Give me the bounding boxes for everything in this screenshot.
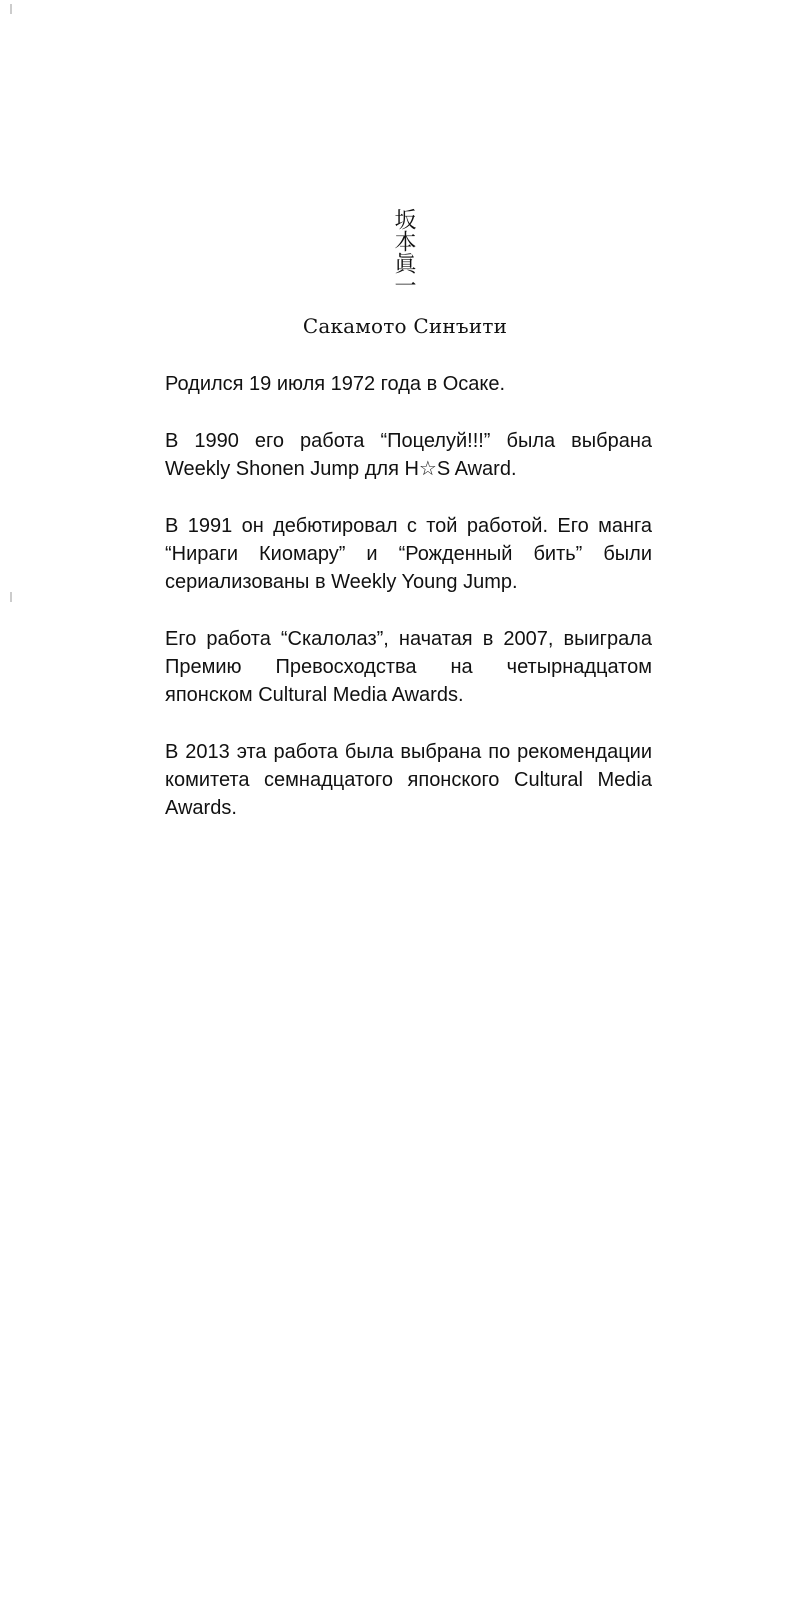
bio-paragraph-1990: В 1990 его работа “Поцелуй!!!” была выбрана Weekly Shonen Jump для H☆S Award. <box>165 430 652 480</box>
bio-paragraph-birth: Родился 19 июля 1972 года в Осаке. <box>165 373 506 395</box>
bio-paragraph-1991: В 1991 он дебютировал с той работой. Его манга “Нираги Киомару” и “Рожденный бить” были сериализованы в Weekly Young Jump. <box>165 515 652 593</box>
author-name-transliterated: Сакамото Синъити <box>302 314 508 338</box>
author-name-kanji: 坂本眞一 <box>391 208 416 296</box>
edge-mark <box>10 592 12 602</box>
edge-mark <box>10 4 12 14</box>
bio-paragraph-2007: Его работа “Скалолаз”, начатая в 2007, выиграла Премию Превосходства на четырнадцатом японском Cultural Media Awards. <box>165 628 652 706</box>
author-biography <box>165 370 652 851</box>
bio-paragraph-2013: В 2013 эта работа была выбрана по рекомендации комитета семнадцатого японского Cultural Media Awards. <box>165 741 652 819</box>
